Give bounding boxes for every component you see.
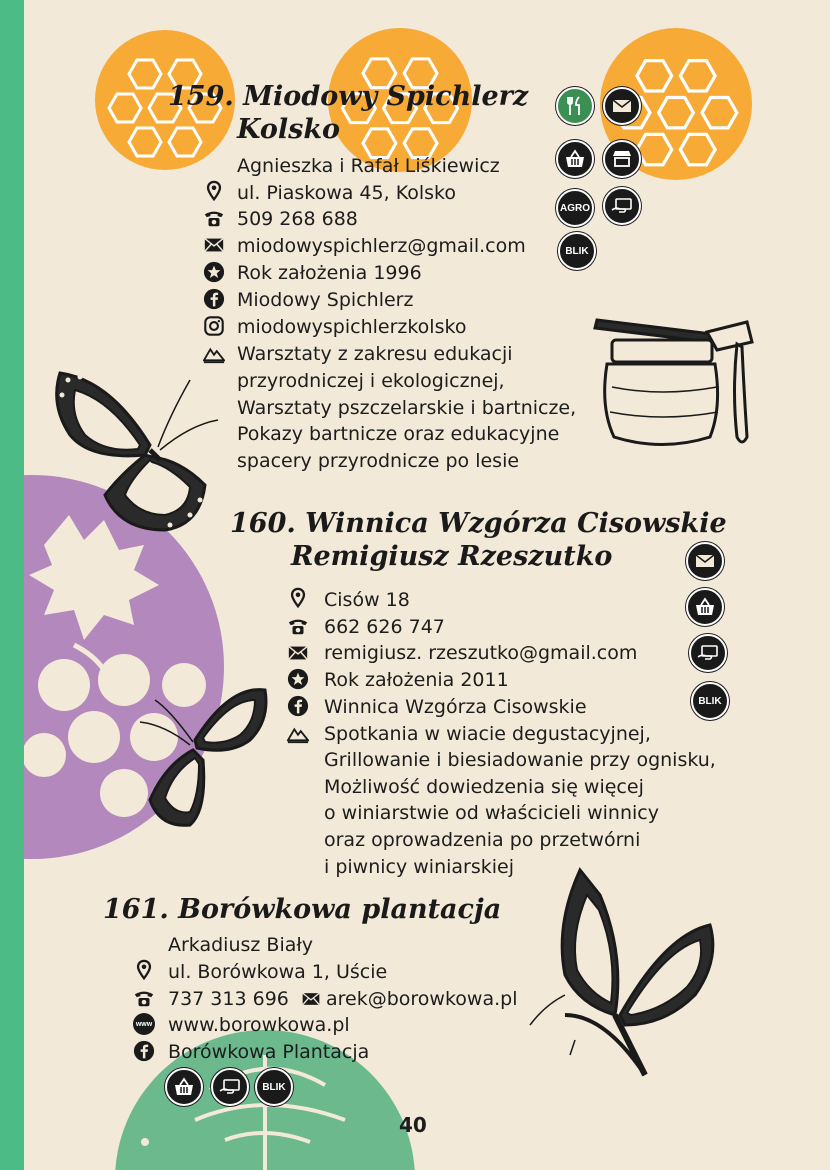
- www-icon: [133, 1013, 155, 1035]
- basket-icon: [172, 1075, 196, 1099]
- entry-160-founded: Rok założenia 2011: [324, 669, 509, 691]
- entry-159-offer-line: spacery przyrodnicze po lesie: [237, 450, 520, 472]
- blik-badge-label: BLIK: [565, 245, 589, 257]
- facebook-icon: [133, 1040, 155, 1062]
- instagram-icon: [203, 315, 225, 337]
- entry-160-phone: 662 626 747: [324, 616, 445, 638]
- location-pin-icon: [133, 959, 155, 981]
- entry-161-owner: Arkadiusz Biały: [168, 934, 314, 956]
- location-pin-icon: [203, 180, 225, 202]
- entry-160-offer-line: oraz oprowadzenia po przetwórni: [324, 829, 641, 851]
- basket-icon: [563, 147, 587, 171]
- entry-159-offer-line: Pokazy bartnicze oraz edukacyjne: [237, 423, 560, 445]
- butterfly-illustration-top: [50, 365, 225, 535]
- green-side-bar: [0, 0, 24, 1170]
- entry-159-title: 159. Miodowy Spichlerz: [168, 81, 529, 112]
- entry-160-title-line2: Remigiusz Rzeszutko: [291, 541, 613, 572]
- entry-161-phone: 737 313 696: [168, 988, 289, 1010]
- phone-icon: [203, 207, 225, 229]
- card-payment-icon: [218, 1075, 242, 1099]
- email-contact-badge: [603, 87, 641, 125]
- entry-160-offer-line: Możliwość dowiedzenia się więcej: [324, 776, 644, 798]
- card-payment-badge: [211, 1068, 249, 1106]
- www-icon-label: www: [135, 1020, 153, 1028]
- entry-161-address: ul. Borówkowa 1, Uście: [168, 961, 388, 983]
- entry-160-offer-line: Spotkania w wiacie degustacyjnej,: [324, 723, 651, 745]
- entry-160-offer-line: o winiarstwie od właścicieli winnicy: [324, 802, 659, 824]
- market-stall-badge: [603, 140, 641, 178]
- entry-159-facebook[interactable]: Miodowy Spichlerz: [237, 289, 414, 311]
- entry-161-website[interactable]: www.borowkowa.pl: [168, 1014, 350, 1036]
- entry-161-title: 161. Borówkowa plantacja: [103, 894, 502, 925]
- star-badge-icon: [203, 261, 225, 283]
- butterfly-illustration-bottom: [525, 865, 725, 1085]
- blik-payment-badge: [558, 232, 596, 270]
- entry-161-email[interactable]: arek@borowkowa.pl: [326, 988, 518, 1010]
- phone-icon: [133, 987, 155, 1009]
- entry-160-address: Cisów 18: [324, 589, 410, 611]
- local-shop-badge: [686, 588, 724, 626]
- blik-payment-badge: [255, 1068, 293, 1106]
- local-shop-badge: [556, 140, 594, 178]
- envelope-icon: [610, 94, 634, 118]
- entry-159-offer-line: Warsztaty z zakresu edukacji: [237, 343, 513, 365]
- blik-badge-label: BLIK: [262, 1081, 286, 1093]
- stall-icon: [610, 147, 634, 171]
- blik-payment-badge: [691, 682, 729, 720]
- entry-161-facebook[interactable]: Borówkowa Plantacja: [168, 1041, 370, 1063]
- entry-160-facebook[interactable]: Winnica Wzgórza Cisowskie: [324, 696, 587, 718]
- entry-160-offer-line: i piwnicy winiarskiej: [324, 856, 514, 878]
- entry-159-offer-line: Warsztaty pszczelarskie i bartnicze,: [237, 397, 577, 419]
- email-icon: [287, 642, 309, 664]
- mountain-icon: [287, 722, 309, 744]
- card-payment-icon: [610, 194, 634, 218]
- facebook-icon: [287, 695, 309, 717]
- agro-badge: [556, 189, 594, 227]
- gastronomy-badge: [556, 87, 594, 125]
- facebook-icon: [203, 288, 225, 310]
- card-payment-badge: [603, 187, 641, 225]
- email-contact-badge: [686, 542, 724, 580]
- entry-159-founded: Rok założenia 1996: [237, 262, 422, 284]
- entry-159-instagram[interactable]: miodowyspichlerzkolsko: [237, 316, 467, 338]
- entry-159-owner: Agnieszka i Rafał Liśkiewicz: [237, 155, 500, 177]
- email-icon: [203, 234, 225, 256]
- entry-159-offer-line: przyrodniczej i ekologicznej,: [237, 370, 505, 392]
- entry-159-email[interactable]: miodowyspichlerz@gmail.com: [237, 235, 526, 257]
- entry-160-offer-line: Grillowanie i biesiadowanie przy ognisku,: [324, 749, 716, 771]
- card-payment-badge: [689, 634, 727, 672]
- honey-jar-illustration: [592, 312, 762, 452]
- butterfly-illustration-middle: [135, 680, 270, 830]
- location-pin-icon: [287, 587, 309, 609]
- basket-icon: [693, 595, 717, 619]
- entry-160-email[interactable]: remigiusz. rzeszutko@gmail.com: [324, 642, 638, 664]
- card-payment-icon: [696, 641, 720, 665]
- entry-160-title: 160. Winnica Wzgórza Cisowskie: [230, 508, 727, 539]
- entry-159-title-line2: Kolsko: [237, 114, 341, 145]
- entry-159-phone: 509 268 688: [237, 208, 358, 230]
- star-badge-icon: [287, 668, 309, 690]
- mountain-icon: [203, 342, 225, 364]
- envelope-icon: [693, 549, 717, 573]
- page-number: 40: [399, 1113, 427, 1137]
- blik-badge-label: BLIK: [698, 695, 722, 707]
- phone-icon: [287, 615, 309, 637]
- email-icon: [301, 989, 321, 1009]
- local-shop-badge: [165, 1068, 203, 1106]
- entry-159-address: ul. Piaskowa 45, Kolsko: [237, 182, 456, 204]
- fork-knife-icon: [563, 94, 587, 118]
- agro-badge-label: AGRO: [560, 202, 590, 214]
